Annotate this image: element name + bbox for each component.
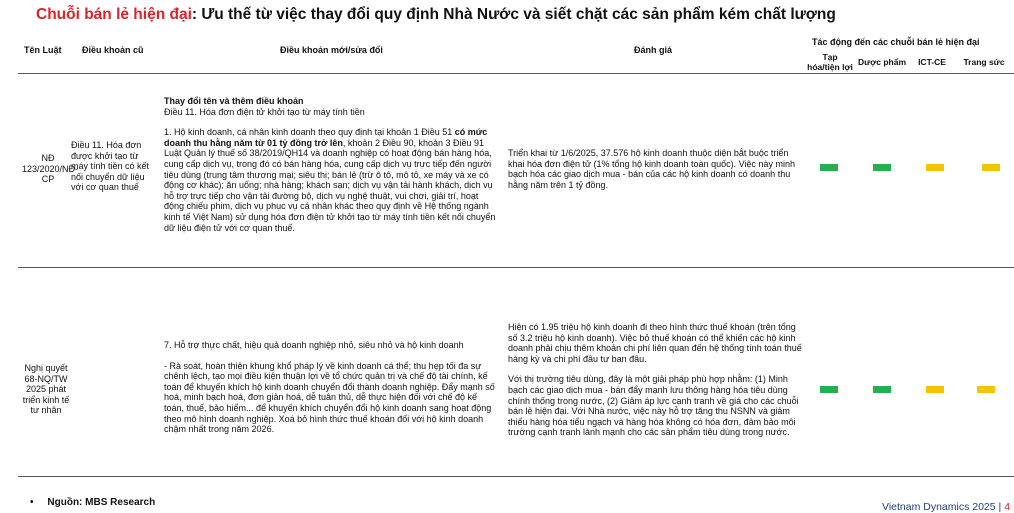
- row1-eval: Triển khai từ 1/6/2025, 37.576 hộ kinh doanh thuộc diện bắt buộc triển khai hóa đơn điện tử (1% tổng hộ kinh doanh toàn quốc). Việc này minh bạch hóa các giao dịch mua - bán của các hộ kinh doanh có doanh thu hằng năm trên 1 tỷ đồng.: [508, 148, 795, 190]
- row1-law: NĐ 123/2020/NĐ-CP: [22, 153, 79, 185]
- title-rest: : Ưu thế từ việc thay đổi quy định Nhà Nước và siết chặt các sản phẩm kém chất lượng: [191, 6, 836, 23]
- row2-impact-ictce: [926, 386, 944, 393]
- row2-impact-pharma: [873, 386, 891, 393]
- row2-new: [164, 340, 498, 435]
- header-impact-pharma: Dược phẩm: [857, 57, 907, 67]
- page-title: [36, 6, 836, 24]
- row-divider: [18, 267, 1014, 268]
- header-divider: [18, 73, 1014, 74]
- source-note: • Nguồn: MBS Research: [30, 497, 156, 508]
- header-impact: Tác động đến các chuỗi bán lẻ hiện đại: [812, 37, 980, 47]
- footer: Vietnam Dynamics 2025 | 4: [882, 501, 1011, 513]
- title-highlight: Chuỗi bán lẻ hiện đại: [36, 6, 192, 23]
- row1-impact-pharma: [873, 164, 891, 171]
- row1-old: Điều 11. Hóa đơn được khởi tạo từ máy tính tiền có kết nối chuyển dữ liệu với cơ quan thuế: [71, 140, 150, 193]
- row2-eval-p1: Hiện có 1.95 triệu hộ kinh doanh đi theo hình thức thuế khoán (trên tổng số 3.2 triệu hộ kinh doanh). Việc bỏ thuế khoán có thể khiến các hộ kinh doanh phải chịu thêm khoản chi phí liên quan đến hệ thống tính toán thuế hàng kỳ và chi phí đầu tư ban đầu.: [508, 322, 802, 364]
- row2-new-p1: 7. Hỗ trợ thực chất, hiệu quả doanh nghiệp nhỏ, siêu nhỏ và hộ kinh doanh: [164, 340, 464, 350]
- header-eval: Đánh giá: [634, 45, 673, 55]
- source-text: Nguồn: MBS Research: [47, 497, 156, 508]
- row1-new-p1: 1. Hộ kinh doanh, cá nhân kinh doanh theo quy định tại khoản 1 Điều 51 có mức doanh thu hằng năm từ 01 tỷ đồng trở lên, khoản 2 Điều 90, khoản 3 Điều 91 Luật Quản lý thuế số 38/2019/QH14 và doanh nghiệp có hoạt động bán hàng hóa, cung cấp dịch vụ, trong đó có bán hàng hóa, cung cấp dịch vụ trực tiếp đến người tiêu dùng (trung tâm thương mại; siêu thị; bán lẻ (trừ ô tô, mô tô, xe máy và xe có động cơ khác); ăn uống; nhà hàng; khách sạn; dịch vụ vận tải hành khách, dịch vụ hỗ trợ trực tiếp cho vận tải đường bộ, dịch vụ nghệ thuật, vui chơi, giải trí, hoạt động chiếu phim, dịch vụ phục vụ cá nhân khác theo quy định về Hệ thống ngành kinh tế Việt Nam) sử dụng hóa đơn điện tử khởi tạo từ máy tính tiền kết nối chuyển dữ liệu điện tử với cơ quan thuế.: [164, 127, 496, 233]
- row2-new-p2: - Rà soát, hoàn thiện khung khổ pháp lý về kinh doanh cá thể; thu hẹp tối đa sự chênh lệch, tạo mọi điều kiện thuận lợi về tổ chức quản trị và chế độ tài chính, kế toán để khuyến khích hộ kinh doanh chuyển đổi thành doanh nghiệp. Đẩy mạnh số hoá, minh bạch hoá, đơn giản hoá, dễ tuân thủ, dễ thực hiện đối với chế độ kế toán, thuế, bảo hiểm... để khuyến khích chuyển đổi hộ kinh doanh sang hoạt động theo mô hình doanh nghiệp. Xoá bỏ hình thức thuế khoán đối với hộ kinh doanh chậm nhất trong năm 2026.: [164, 360, 495, 435]
- row2-law: Nghị quyết 68-NQ/TW 2025 phát triển kinh tế tư nhân: [22, 363, 70, 416]
- row1-new-title: Thay đổi tên và thêm điều khoản: [164, 96, 304, 106]
- header-impact-jewelry: Trang sức: [963, 57, 1005, 67]
- row1-impact-ictce: [926, 164, 944, 171]
- page-number: 4: [1004, 501, 1011, 513]
- row1-impact-grocery: [820, 164, 838, 171]
- table-bottom-rule: [18, 476, 1014, 477]
- row2-eval: [508, 322, 804, 438]
- header-impact-grocery: Tạp hóa/tiện lợi: [807, 52, 853, 72]
- row2-impact-grocery: [820, 386, 838, 393]
- row2-impact-jewelry: [977, 386, 995, 393]
- row1-new-sub: Điều 11. Hóa đơn điện tử khởi tạo từ máy tính tiền: [164, 106, 365, 117]
- header-old: Điều khoản cũ: [82, 45, 144, 55]
- header-new: Điều khoản mới/sửa đổi: [280, 45, 383, 55]
- row1-impact-jewelry: [982, 164, 1000, 171]
- header-impact-ictce: ICT-CE: [918, 57, 946, 67]
- row1-new: [164, 96, 498, 233]
- row2-eval-p2: Với thị trường tiêu dùng, đây là một giải pháp phù hợp nhằm: (1) Minh bạch các giao dịch mua - bán đẩy mạnh lưu thông hàng hóa tiêu dùng chính thống trong nước, (2) Giảm áp lực cạnh tranh về giá cho các chuỗi bán lẻ hiện đại. Với Nhà nước, việc này hỗ trợ tăng thu NSNN và giảm thiểu hàng hóa tiểu ngạch và hàng hóa không có hóa đơn, đảm bảo môi trường cạnh tranh lành mạnh cho các sản phẩm tiêu dùng trong nước.: [508, 374, 799, 438]
- header-law: Tên Luật: [24, 45, 62, 55]
